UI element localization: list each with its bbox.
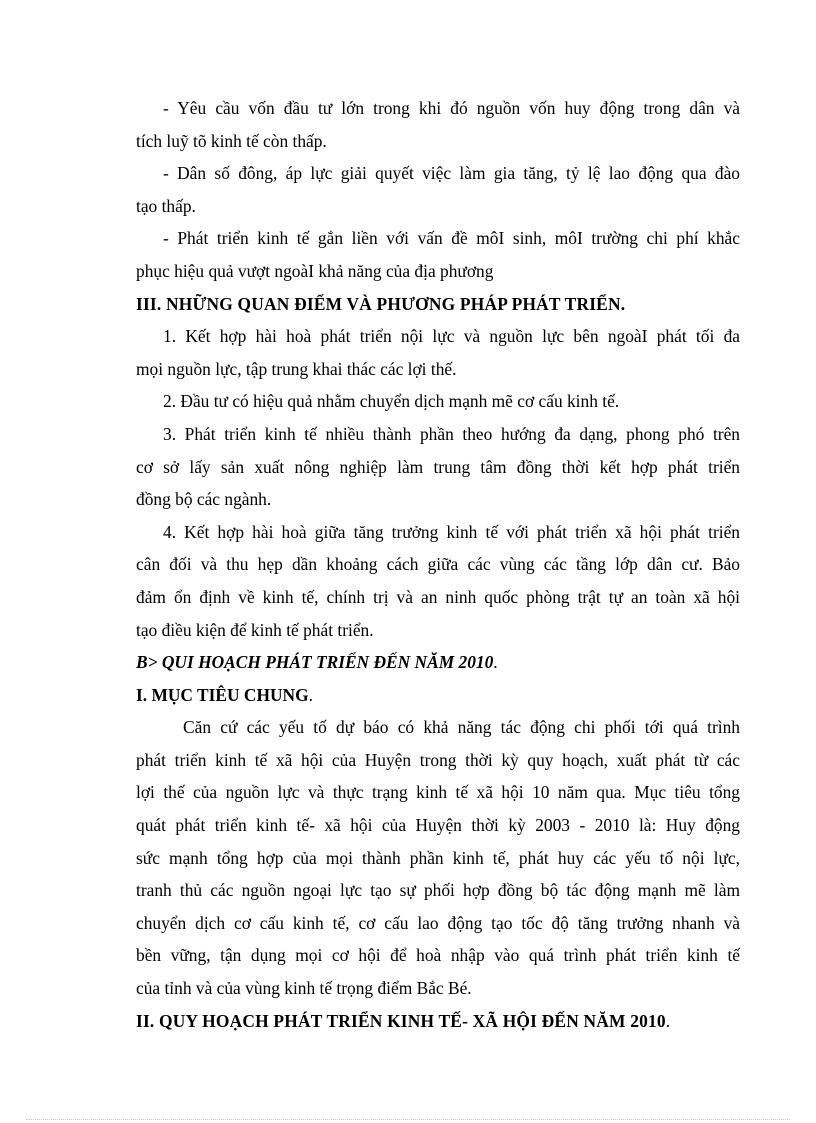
- numbered-point-line: 4. Kết hợp hài hoà giữa tăng trưởng kinh tế với phát triển xã hội phát triển: [163, 521, 740, 542]
- body-line: quát phát triển kinh tế- xã hội của Huyện thời kỳ 2003 - 2010 là: Huy động: [136, 815, 740, 836]
- numbered-point-line: cơ sở lấy sản xuất nông nghiệp làm trung tâm đồng thời kết hợp phát triển: [136, 456, 740, 477]
- document-page: [136, 92, 740, 1037]
- section-heading-ii: [136, 1005, 740, 1038]
- numbered-point-line: cân đối và thu hẹp dần khoảng cách giữa các vùng các tầng lớp dân cư. Bảo: [136, 554, 740, 575]
- body-line: lợi thế của nguồn lực và thực trạng kinh tế xã hội 10 năm qua. Mục tiêu tổng: [136, 782, 740, 803]
- body-line: của tỉnh và của vùng kinh tế trọng điểm Bắc Bé.: [136, 978, 472, 999]
- section-heading-i: [136, 679, 740, 712]
- numbered-point-line: mọi nguồn lực, tập trung khai thác các lợi thế.: [136, 358, 457, 379]
- body-line: tranh thủ các nguồn ngoại lực tạo sự phối hợp đồng bộ tác động mạnh mẽ làm: [136, 880, 740, 901]
- body-line: sức mạnh tổng hợp của mọi thành phần kinh tế, phát huy các yếu tố nội lực,: [136, 847, 740, 868]
- section-heading-iii: III. NHỮNG QUAN ĐIỂM VÀ PHƯƠNG PHÁP PHÁT TRIỂN.: [136, 293, 626, 314]
- section-heading-b: [136, 646, 740, 679]
- paragraph-line: - Phát triển kinh tế gắn liền với vấn đề môI sinh, môI trường chi phí khắc: [163, 228, 740, 249]
- paragraph-line: - Yêu cầu vốn đầu tư lớn trong khi đó nguồn vốn huy động trong dân và: [163, 98, 740, 118]
- numbered-point-line: tạo điều kiện để kinh tế phát triển.: [136, 619, 374, 640]
- body-line: phát triển kinh tế xã hội của Huyện trong thời kỳ quy hoạch, xuất phát từ các: [136, 749, 740, 770]
- section-heading-i-suffix: .: [308, 684, 313, 705]
- numbered-point-line: 1. Kết hợp hài hoà phát triển nội lực và nguồn lực bên ngoàI phát tối đa: [163, 326, 740, 347]
- numbered-point-line: đảm ổn định về kinh tế, chính trị và an ninh quốc phòng trật tự an toàn xã hội: [136, 586, 740, 607]
- numbered-point-line: đồng bộ các ngành.: [136, 489, 272, 510]
- body-line: chuyển dịch cơ cấu kinh tế, cơ cấu lao động tạo tốc độ tăng trưởng nhanh và: [136, 912, 740, 933]
- section-heading-b-suffix: .: [493, 652, 498, 673]
- paragraph-line: tích luỹ tõ kinh tế còn thấp.: [136, 130, 327, 151]
- section-heading-ii-text: II. QUY HOẠCH PHÁT TRIỂN KINH TẾ- XÃ HỘI ĐẾN NĂM 2010: [136, 1010, 666, 1031]
- page-bottom-rule: [26, 1119, 790, 1120]
- paragraph-line: - Dân số đông, áp lực giải quyết việc làm gia tăng, tỷ lệ lao động qua đào: [163, 163, 740, 184]
- section-heading-ii-suffix: .: [665, 1010, 671, 1031]
- section-heading-b-text: B> QUI HOẠCH PHÁT TRIỂN ĐẾN NĂM 2010: [136, 652, 494, 673]
- body-line: bền vững, tận dụng mọi cơ hội để hoà nhập vào quá trình phát triển kinh tế: [136, 945, 740, 966]
- paragraph-line: tạo thấp.: [136, 195, 196, 216]
- section-heading-i-text: I. MỤC TIÊU CHUNG: [136, 684, 309, 705]
- numbered-point-line: 2. Đầu tư có hiệu quả nhằm chuyển dịch mạnh mẽ cơ cấu kinh tế.: [163, 391, 620, 412]
- numbered-point-line: 3. Phát triển kinh tế nhiều thành phần theo hướng đa dạng, phong phó trên: [163, 423, 740, 444]
- paragraph-line: phục hiệu quả vượt ngoàI khả năng của địa phương: [136, 260, 494, 281]
- body-line: Căn cứ các yếu tố dự báo có khả năng tác động chi phối tới quá trình: [183, 717, 740, 738]
